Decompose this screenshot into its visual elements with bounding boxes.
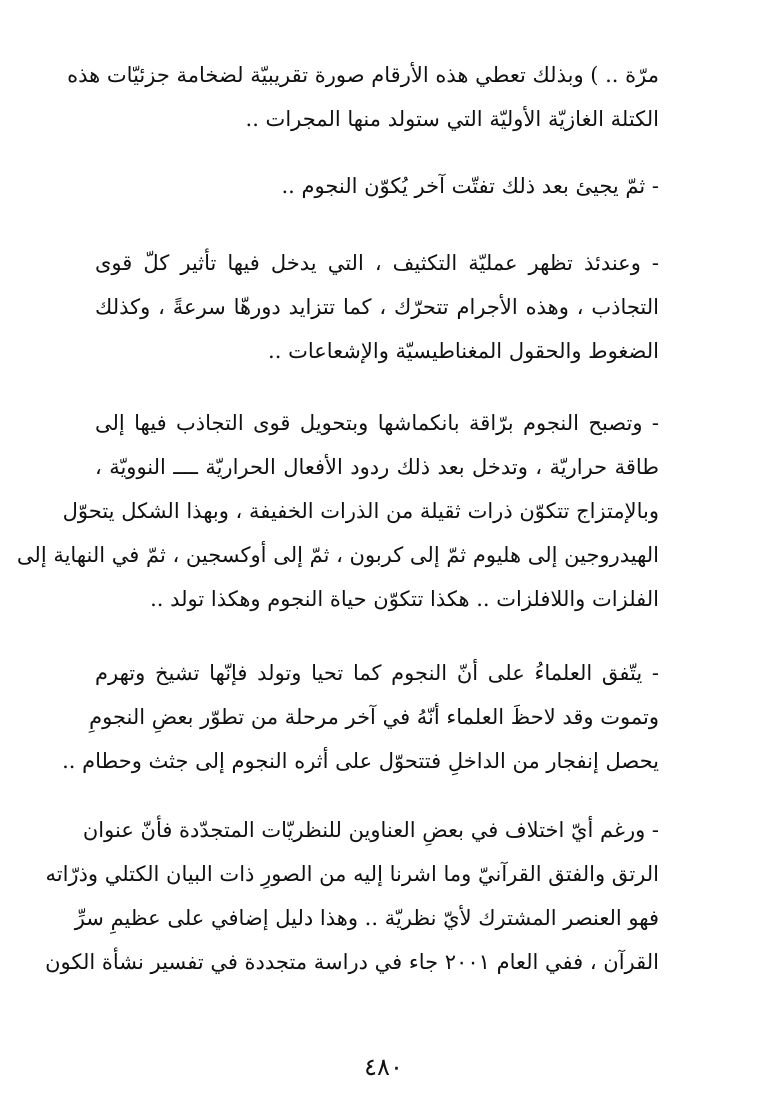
text-line: فهو العنصر المشترك لأيّ نظريّة .. وهذا دليل إضافي على عظيمِ سرِّ <box>74 906 659 930</box>
text-line: القرآن ، ففي العام ٢٠٠١ جاء في دراسة متجددة في تفسير نشأة الكون <box>45 950 659 974</box>
text-line: الكتلة الغازيّة الأوليّة التي ستولد منها المجرات .. <box>245 107 659 131</box>
paragraph-2 <box>95 164 659 208</box>
text-line: الضغوط والحقول المغناطيسيّة والإشعاعات .. <box>268 339 659 363</box>
text-line: الرتق والفتق القرآنيّ وما اشرنا إليه من الصورِ ذات البيان الكتلي وذرّاته <box>45 862 659 886</box>
paragraph-3 <box>95 241 659 373</box>
text-line: - ثمّ يجيئ بعد ذلك تفتّت آخر يُكوّن النجوم .. <box>281 174 659 198</box>
text-line: التجاذب ، وهذه الأجرام تتحرّك ، كما تتزايد دورهّا سرعةً ، وكذلك <box>95 295 659 319</box>
text-line: - وتصبح النجوم برّاقة بانكماشها وبتحويل قوى التجاذب فيها إلى <box>95 411 659 435</box>
text-line: طاقة حراريّة ، وتدخل بعد ذلك ردود الأفعال الحراريّة ــــ النوويّة ، <box>95 455 659 479</box>
paragraph-1 <box>67 53 659 141</box>
text-line: الفلزات واللافلزات .. هكذا تتكوّن حياة النجوم وهكذا تولد .. <box>150 587 659 611</box>
text-line: - ورغم أيّ اختلاف في بعضِ العناوين للنظريّات المتجدّدة فأنّ عنوان <box>82 818 659 842</box>
text-line: الهيدروجين إلى هليوم ثمّ إلى كربون ، ثمّ إلى أوكسجين ، ثمّ في النهاية إلى <box>16 543 659 567</box>
text-line: - وعندئذ تظهر عمليّة التكثيف ، التي يدخل فيها تأثير كلّ قوى <box>95 251 659 275</box>
text-line: وبالإمتزاج تتكوّن ذرات ثقيلة من الذرات الخفيفة ، وبهذا الشكل يتحوّل <box>62 499 659 523</box>
paragraph-4 <box>16 401 659 621</box>
page-number: ٤٨٠ <box>364 1053 403 1081</box>
text-line: مرّة .. ) وبذلك تعطي هذه الأرقام صورة تقريبيّة لضخامة جزئيّات هذه <box>67 63 659 87</box>
text-line: - يتّفق العلماءُ على أنّ النجوم كما تحيا وتولد فإنّها تشيخ وتهرم <box>95 661 659 685</box>
paragraph-6 <box>45 808 659 984</box>
paragraph-5 <box>62 651 659 783</box>
text-line: وتموت وقد لاحظَ العلماء أنّهُ في آخر مرحلة من تطوّر بعضِ النجومِ <box>89 705 659 729</box>
text-line: يحصل إنفجار من الداخلِ فتتحوّل على أثره النجوم إلى جثث وحطام .. <box>62 749 659 773</box>
